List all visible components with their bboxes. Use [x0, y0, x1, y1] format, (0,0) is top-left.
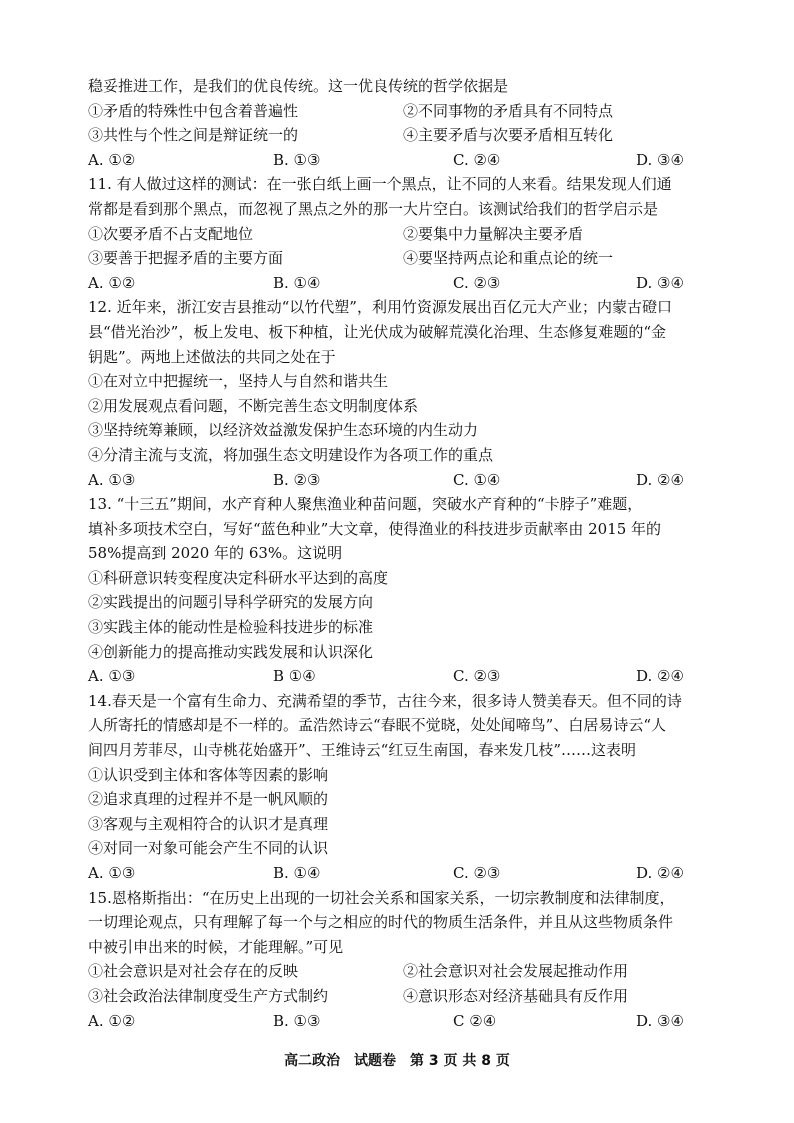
option: ③共性与个性之间是辩证统一的 [88, 126, 299, 145]
answer-choice: C. ②③ [453, 667, 501, 686]
answer-choice: D. ③④ [636, 150, 684, 169]
answer-choice: A. ①② [88, 150, 136, 169]
answer-choice: C ②④ [453, 1011, 497, 1030]
option: ④创新能力的提高推动实践发展和认识深化 [88, 642, 374, 661]
option: ①次要矛盾不占支配地位 [88, 224, 254, 243]
answer-choice: A. ①③ [88, 864, 136, 882]
question-12-answers [88, 468, 718, 493]
option: ①认识受到主体和客体等因素的影响 [88, 765, 329, 784]
option: ①矛盾的特殊性中包含着普遍性 [88, 101, 299, 120]
question-14-stem: 人所寄托的情感却是不一样的。孟浩然诗云“春眠不觉晓，处处闻啼鸟”、白居易诗云“人 [88, 716, 667, 735]
page-footer: 高二政治 试题卷 第 3 页 共 8 页 [284, 1053, 510, 1069]
question-13-stem: 填补多项技术空白，写好“蓝色种业”大文章，使得渔业的科技进步贡献率由 2015 年的 [88, 519, 662, 538]
option: ①在对立中把握统一，坚持人与自然和谐共生 [88, 372, 389, 391]
option: ②不同事物的矛盾具有不同特点 [403, 101, 614, 120]
answer-choice: B. ①④ [273, 273, 321, 292]
option: ④主要矛盾与次要矛盾相互转化 [403, 126, 614, 145]
answer-choice: A. ①③ [88, 470, 136, 489]
option: ③客观与主观相符合的认识才是真理 [88, 814, 329, 833]
question-12-stem: 12. 近年来，浙江安吉县推动“以竹代塑”，利用竹资源发展出百亿元大产业；内蒙古磴口 [88, 298, 672, 317]
answer-choice: D. ③④ [636, 273, 684, 292]
question-13-stem: 58%提高到 2020 年的 63%。这说明 [88, 544, 343, 563]
question-12-stem: 钥匙”。两地上述做法的共同之处在于 [88, 347, 336, 366]
answer-choice: B. ①③ [273, 1011, 321, 1030]
option: ④分清主流与支流，将加强生态文明建设作为各项工作的重点 [88, 445, 494, 464]
answer-choice: C. ②④ [453, 150, 501, 169]
question-12-stem: 县“借光治沙”，板上发电、板下种植，让光伏成为破解荒漠化治理、生态修复难题的“金 [88, 322, 667, 341]
question-10-options-row-1 [88, 99, 718, 124]
option: ④要坚持两点论和重点论的统一 [403, 249, 614, 268]
option: ④对同一对象可能会产生不同的认识 [88, 839, 329, 858]
question-11-stem: 常都是看到那个黑点，而忽视了黑点之外的那一大片空白。该测试给我们的哲学启示是 [88, 199, 659, 218]
question-11-answers [88, 271, 718, 296]
question-10-stem-tail: 稳妥推进工作，是我们的优良传统。这一优良传统的哲学依据是 [88, 77, 509, 95]
answer-choice: D. ②④ [636, 667, 684, 686]
option: ③坚持统筹兼顾，以经济效益激发保护生态环境的内生动力 [88, 421, 479, 440]
answer-choice: C. ②③ [453, 864, 501, 882]
answer-choice: C. ①④ [453, 470, 501, 489]
option: ④意识形态对经济基础具有反作用 [403, 986, 629, 1005]
question-11-options-row-1 [88, 222, 718, 247]
question-11-options-row-2 [88, 246, 718, 271]
question-10-answers [88, 148, 718, 173]
question-15-options-row-1 [88, 959, 718, 984]
option: ②追求真理的过程并不是一帆风顺的 [88, 790, 329, 809]
option: ③社会政治法律制度受生产方式制约 [88, 986, 329, 1005]
answer-choice: A. ①② [88, 1011, 136, 1030]
question-14-answers [88, 861, 718, 886]
answer-choice: B. ②③ [273, 470, 321, 489]
question-13-answers [88, 664, 718, 689]
question-15-options-row-2 [88, 984, 718, 1009]
option: ③实践主体的能动性是检验科技进步的标准 [88, 618, 374, 637]
question-14-stem: 14.春天是一个富有生命力、充满希望的季节，古往今来，很多诗人赞美春天。但不同的诗 [88, 691, 682, 710]
answer-choice: B. ①④ [273, 864, 321, 882]
exam-page [88, 74, 718, 1033]
option: ①科研意识转变程度决定科研水平达到的高度 [88, 568, 389, 587]
answer-choice: D. ②④ [636, 470, 684, 489]
question-15-stem: 中被引申出来的时候，才能理解。”可见 [88, 937, 344, 956]
answer-choice: A. ①③ [88, 667, 136, 686]
option: ②用发展观点看问题，不断完善生态文明制度体系 [88, 396, 419, 415]
question-15-stem: 一切理论观点，只有理解了每一个与之相应的时代的物质生活条件，并且从这些物质条件 [88, 913, 674, 932]
option: ②要集中力量解决主要矛盾 [403, 224, 584, 243]
question-13-stem: 13. “十三五”期间，水产育种人聚焦渔业种苗问题，突破水产育种的“卡脖子”难题， [88, 495, 643, 514]
question-11-stem: 11. 有人做过这样的测试：在一张白纸上画一个黑点，让不同的人来看。结果发现人们通 [88, 175, 672, 194]
question-15-stem: 15.恩格斯指出：“在历史上出现的一切社会关系和国家关系，一切宗教制度和法律制度， [88, 888, 675, 907]
option: ①社会意识是对社会存在的反映 [88, 962, 299, 981]
question-14-stem: 间四月芳菲尽，山寺桃花始盛开”、王维诗云“红豆生南国，春来发几枝”……这表明 [88, 741, 637, 760]
question-10-options-row-2 [88, 123, 718, 148]
answer-choice: C. ②③ [453, 273, 501, 292]
answer-choice: D. ③④ [636, 1011, 684, 1030]
option: ②实践提出的问题引导科学研究的发展方向 [88, 593, 374, 612]
question-15-answers [88, 1009, 718, 1034]
answer-choice: B. ①③ [273, 150, 321, 169]
answer-choice: A. ①② [88, 273, 136, 292]
option: ③要善于把握矛盾的主要方面 [88, 249, 284, 268]
answer-choice: B ①④ [273, 667, 316, 686]
option: ②社会意识对社会发展起推动作用 [403, 962, 629, 981]
answer-choice: D. ②④ [636, 864, 684, 882]
